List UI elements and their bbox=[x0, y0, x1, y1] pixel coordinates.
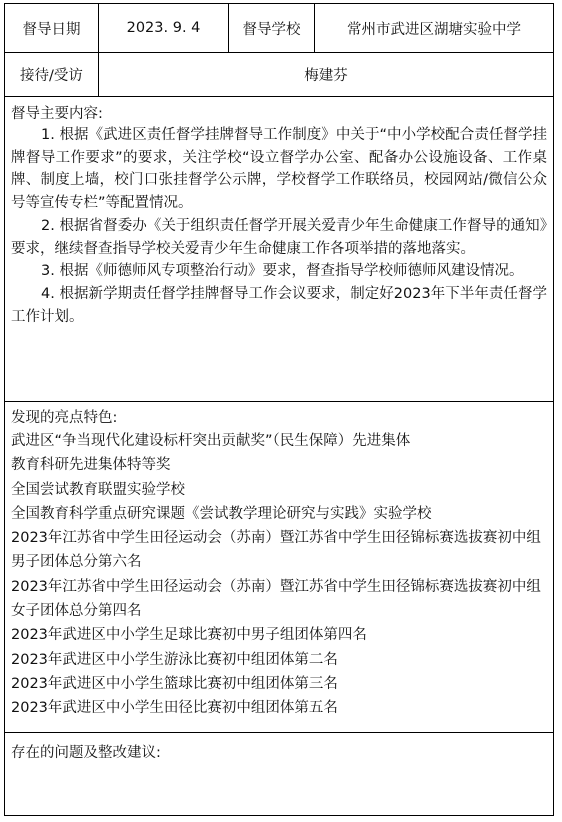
issues-section bbox=[5, 733, 553, 815]
main-content-body bbox=[11, 124, 547, 328]
header-row bbox=[5, 4, 553, 53]
highlight-item: 2023年武进区中小学生足球比赛初中男子组团体第四名 bbox=[11, 627, 367, 644]
highlight-item: 2023年江苏省中学生田径运动会（苏南）暨江苏省中学生田径锦标赛选拔赛初中组男子团体总分第六名 bbox=[11, 530, 541, 571]
date-value: 2023. 9. 4 bbox=[99, 4, 229, 52]
highlights-title: 发现的亮点特色: bbox=[11, 410, 118, 426]
main-content-item: 3. 根据《师德师风专项整治行动》要求，督查指导学校师德师风建设情况。 bbox=[41, 263, 524, 280]
reception-value: 梅建芬 bbox=[304, 68, 348, 84]
issues-title: 存在的问题及整改建议: bbox=[11, 745, 161, 761]
highlights-list bbox=[11, 429, 547, 721]
highlights-section bbox=[5, 402, 553, 733]
highlight-item: 2023年江苏省中学生田径运动会（苏南）暨江苏省中学生田径锦标赛选拔赛初中组女子团体总分第四名 bbox=[11, 578, 541, 620]
highlight-item: 2023年武进区中小学生篮球比赛初中组团体第三名 bbox=[11, 675, 338, 692]
main-content-title: 督导主要内容: bbox=[11, 106, 103, 122]
reception-label: 接待/受访 bbox=[5, 53, 99, 96]
supervision-report-table bbox=[4, 3, 554, 816]
highlight-item: 2023年武进区中小学生游泳比赛初中组团体第二名 bbox=[11, 651, 338, 668]
highlight-item: 武进区“争当现代化建设标杆突出贡献奖”（民生保障）先进集体 bbox=[11, 433, 411, 449]
highlight-item: 全国教育科学重点研究课题《尝试教学理论研究与实践》实验学校 bbox=[11, 505, 432, 522]
highlight-item: 教育科研先进集体特等奖 bbox=[11, 457, 171, 474]
date-label: 督导日期 bbox=[5, 4, 99, 52]
reception-row bbox=[5, 53, 553, 97]
highlight-item: 全国尝试教育联盟实验学校 bbox=[11, 481, 185, 498]
school-value: 常州市武进区湖塘实验中学 bbox=[347, 21, 521, 38]
main-content-section bbox=[5, 97, 553, 402]
main-content-item: 2. 根据省督委办《关于组织责任督学开展关爱青少年生命健康工作督导的通知》要求，继续督查指导学校关爱青少年生命健康工作各项举措的落地落实。 bbox=[11, 217, 547, 257]
school-label: 督导学校 bbox=[229, 4, 315, 52]
main-content-item: 1. 根据《武进区责任督学挂牌督导工作制度》中关于“中小学校配合责任督学挂牌督导工作要求”的要求，关注学校“设立督学办公室、配备办公设施设备、工作桌牌、制度上墙，校门口张挂督学公示牌，学校督学工作联络员，校园网站/微信公众号等宣传专栏”等配置情况。 bbox=[11, 127, 547, 212]
main-content-item: 4. 根据新学期责任督学挂牌督导工作会议要求，制定好2023年下半年责任督学工作计划。 bbox=[11, 285, 547, 325]
highlight-item: 2023年武进区中小学生田径比赛初中组团体第五名 bbox=[11, 700, 338, 717]
